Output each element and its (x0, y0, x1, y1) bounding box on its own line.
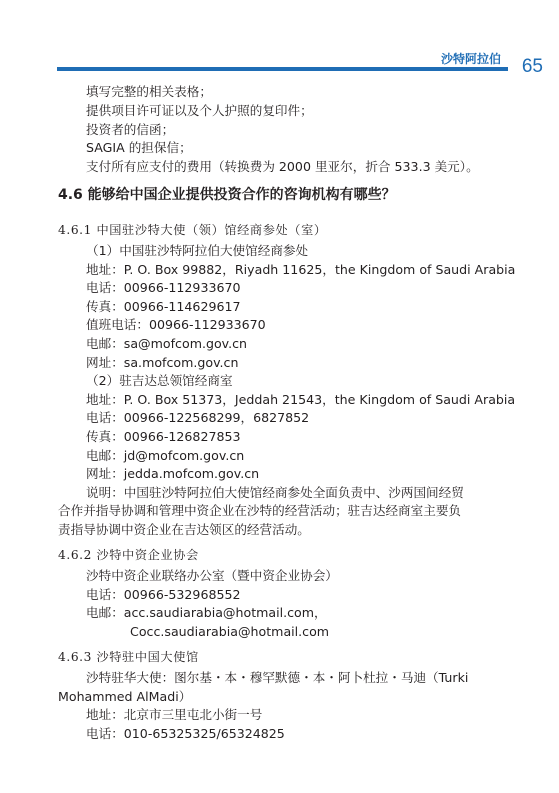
address-line: 地址：P. O. Box 99882，Riyadh 11625，the Kingdom of Saudi Arabia (86, 262, 516, 277)
fax-line: 传真：00966-126827853 (86, 429, 241, 444)
email-line: Cocc.saudiarabia@hotmail.com (86, 624, 330, 639)
intro-line: 投资者的信函； (86, 122, 175, 137)
note-line: 责指导协调中资企业在吉达领区的经营活动。 (58, 522, 310, 537)
header-title: 沙特阿拉伯 (440, 52, 501, 66)
intro-line: 提供项目许可证以及个人护照的复印件； (86, 103, 313, 118)
section-heading: 4.6 能够给中国企业提供投资合作的咨询机构有哪些？ (58, 187, 396, 203)
note-line: 合作并指导协调和管理中资企业在沙特的经营活动；驻吉达经商室主要负 (58, 503, 461, 518)
phone-line: 电话：00966-122568299，6827852 (86, 410, 310, 425)
address-line: 地址：P. O. Box 51373，Jeddah 21543，the Kingdom of Saudi Arabia (86, 392, 516, 407)
email-line: 电邮：sa@mofcom.gov.cn (86, 336, 248, 351)
phone-line: 电话：010-65325325/65324825 (86, 726, 285, 741)
header-rule (57, 67, 508, 71)
office-title: 沙特中资企业联络办公室（暨中资企业协会） (86, 568, 338, 583)
note-line: 说明：中国驻沙特阿拉伯大使馆经商参处全面负责中、沙两国间经贸 (86, 485, 464, 500)
duty-phone-line: 值班电话：00966-112933670 (86, 317, 266, 332)
phone-line: 电话：00966-532968552 (86, 587, 241, 602)
office-title: （1）中国驻沙特阿拉伯大使馆经商参处 (86, 243, 309, 258)
phone-line: 电话：00966-112933670 (86, 280, 241, 295)
fax-line: 传真：00966-114629617 (86, 299, 241, 314)
address-line: 地址：北京市三里屯北小街一号 (86, 707, 263, 722)
website-line: 网址：sa.mofcom.gov.cn (86, 355, 239, 370)
intro-line: 填写完整的相关表格； (86, 84, 212, 99)
email-line: 电邮：jd@mofcom.gov.cn (86, 448, 245, 463)
ambassador-line: 沙特驻华大使：图尔基・本・穆罕默德・本・阿卜杜拉・马迪（Turki (86, 670, 469, 685)
intro-line: 支付所有应支付的费用（转换费为 2000 里亚尔，折合 533.3 美元）。 (86, 159, 479, 174)
ambassador-line: Mohammed AlMadi） (58, 689, 192, 704)
subsection-heading: 4.6.2 沙特中资企业协会 (58, 548, 199, 562)
subsection-heading: 4.6.3 沙特驻中国大使馆 (58, 650, 199, 664)
office-title: （2）驻吉达总领馆经商室 (86, 373, 233, 388)
website-line: 网址：jedda.mofcom.gov.cn (86, 466, 260, 481)
email-line: 电邮：acc.saudiarabia@hotmail.com， (86, 605, 327, 620)
subsection-heading: 4.6.1 中国驻沙特大使（领）馆经商参处（室） (58, 223, 327, 237)
page-number: 65 (521, 56, 543, 77)
intro-line: SAGIA 的担保信； (86, 140, 192, 155)
